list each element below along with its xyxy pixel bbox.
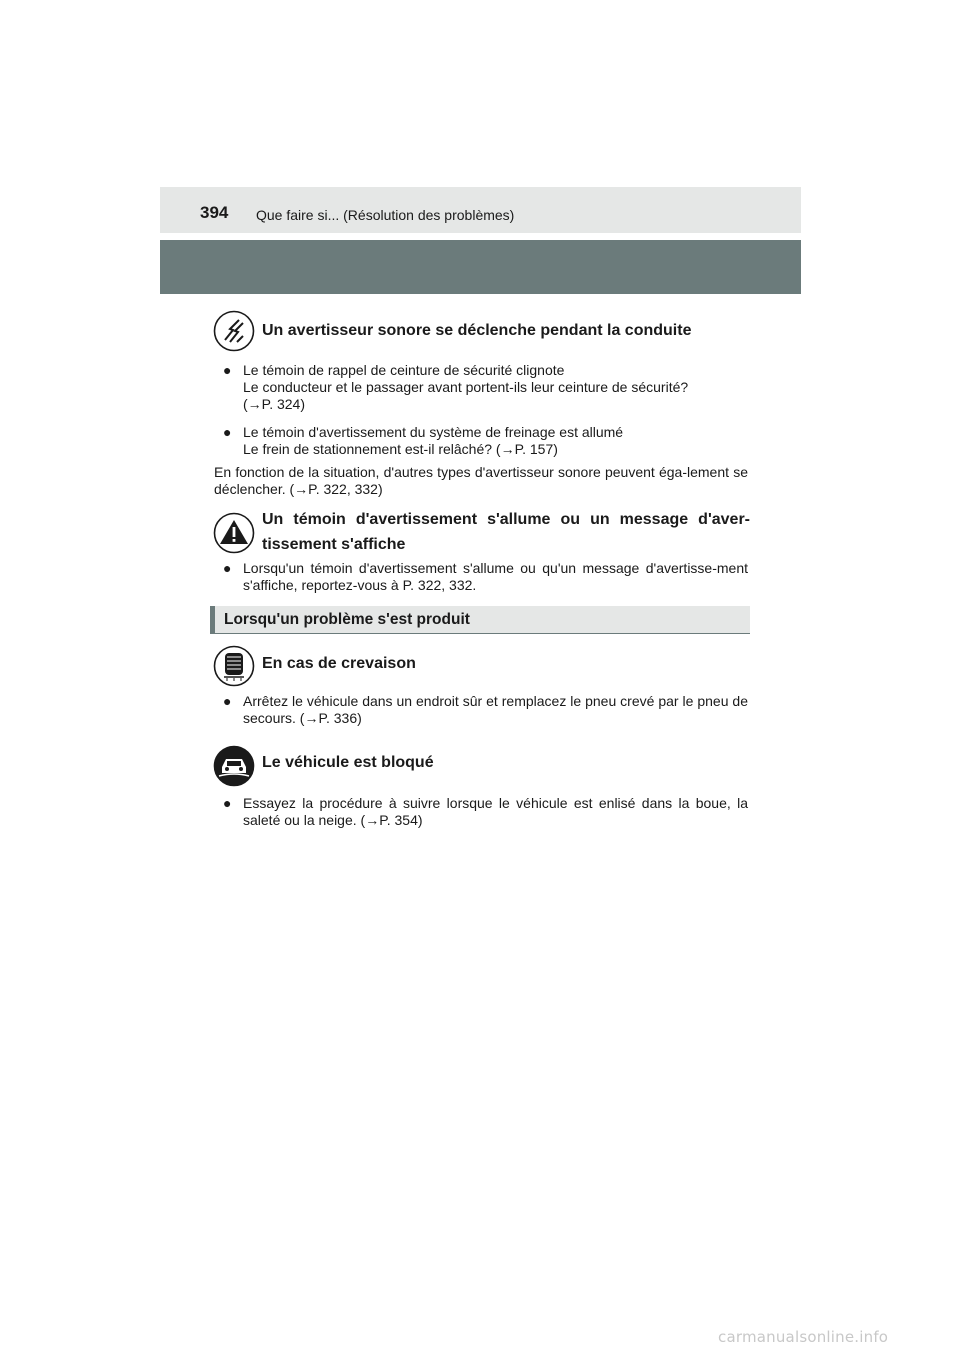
bullet-marker: ● — [223, 424, 232, 440]
topic-title-stuck: Le véhicule est bloqué — [262, 754, 434, 771]
bullet-marker: ● — [223, 362, 232, 378]
bullet-marker: ● — [223, 795, 232, 811]
bullet-seatbelt — [243, 362, 748, 413]
bullet-flat-tire: Arrêtez le véhicule dans un endroit sûr et remplacez le pneu crevé par le pneu de secours. (→P. 336) — [243, 693, 748, 726]
warning-triangle-icon — [213, 512, 255, 554]
flat-tire-icon — [213, 645, 255, 687]
bullet-stuck: Essayez la procédure à suivre lorsque le véhicule est enlisé dans la boue, la saleté ou la neige. (→P. 354) — [243, 795, 748, 828]
section-header — [210, 606, 750, 634]
bullet-marker: ● — [223, 560, 232, 576]
page-number: 394 — [200, 203, 229, 222]
buzzer-note: En fonction de la situation, d'autres types d'avertisseur sonore peuvent éga-lement se déclencher. (→P. 322, 332) — [214, 464, 748, 497]
page-header-title: Que faire si... (Résolution des problèmes) — [256, 207, 515, 223]
topic-title-buzzer: Un avertisseur sonore se déclenche pendant la conduite — [262, 322, 692, 339]
bullet-seatbelt-line1: Le témoin de rappel de ceinture de sécurité clignote — [243, 362, 565, 378]
bullet-brake — [243, 424, 748, 458]
section-title: Lorsqu'un problème s'est produit — [224, 611, 470, 628]
bullet-brake-line1: Le témoin d'avertissement du système de freinage est allumé — [243, 424, 624, 440]
section-accent — [210, 606, 215, 633]
bullet-marker: ● — [223, 693, 232, 709]
topic-title-warning: Un témoin d'avertissement s'allume ou un message d'aver-tissement s'affiche — [262, 511, 750, 553]
bullet-seatbelt-line2: Le conducteur et le passager avant portent-ils leur ceinture de sécurité? — [243, 379, 689, 395]
topic-title-flat-tire: En cas de crevaison — [262, 655, 416, 672]
watermark: carmanualsonline.info — [718, 1328, 889, 1346]
bullet-seatbelt-line3: (→P. 324) — [243, 396, 305, 412]
bullet-warning-light: Lorsqu'un témoin d'avertissement s'allume ou qu'un message d'avertisse-ment s'affiche, reportez-vous à P. 322, 332. — [243, 560, 748, 593]
warning-buzzer-icon — [213, 310, 255, 352]
bullet-brake-line2: Le frein de stationnement est-il relâché? (→P. 157) — [243, 441, 558, 457]
chapter-banner — [160, 240, 801, 294]
stuck-vehicle-icon — [213, 745, 255, 787]
